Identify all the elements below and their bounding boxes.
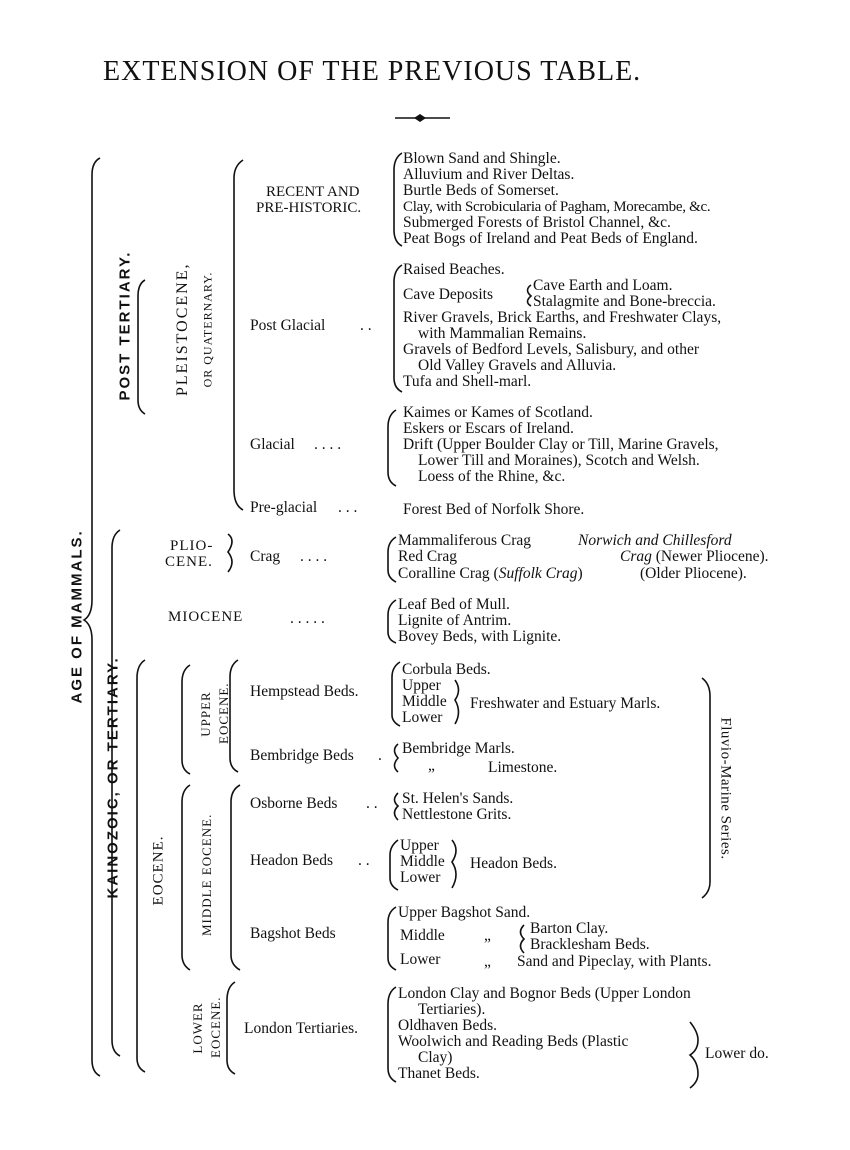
miocene-item: Lignite of Antrim. (398, 612, 512, 629)
corbula: Corbula Beds. (402, 661, 491, 678)
pliocene-label-1: PLIO- (170, 538, 214, 554)
gravels-bedford-2: Old Valley Gravels and Alluvia. (418, 357, 617, 374)
forest-bed: Forest Bed of Norfolk Shore. (403, 501, 585, 518)
kainozoic-label: KAINOZOIC, OR TERTIARY. (104, 656, 122, 899)
glacial-label: Glacial (250, 436, 295, 453)
osborne-brace (395, 793, 399, 820)
recent-item: Blown Sand and Shingle. (403, 150, 561, 167)
recent-item: Submerged Forests of Bristol Channel, &c. (403, 214, 671, 231)
mammaliferous-crag: Mammaliferous Crag (398, 532, 532, 549)
pliocene-label-2: CENE. (165, 554, 213, 570)
glacial-dots: . . . . (314, 436, 342, 453)
bagshot-lower: Lower (400, 951, 441, 968)
middle-eocene-inner-brace (231, 785, 240, 970)
lower-do-brace (690, 1022, 698, 1088)
headon-note: Headon Beds. (470, 855, 557, 872)
recent-item: Alluvium and River Deltas. (403, 166, 575, 183)
barton-brace (521, 925, 525, 953)
osborne-label: Osborne Beds (250, 795, 338, 812)
lower-eocene-brace (227, 982, 235, 1074)
headon-label: Headon Beds (250, 852, 334, 869)
fluvio-marine-label: Fluvio-Marine Series. (717, 717, 734, 860)
miocene-item: Leaf Bed of Mull. (398, 596, 510, 613)
bagshot-brace (388, 907, 396, 970)
river-gravels-2: with Mammalian Remains. (418, 325, 587, 342)
cave-deposits: Cave Deposits (403, 286, 493, 303)
coralline-crag-end: ) (577, 565, 583, 582)
bagshot-upper: Upper Bagshot Sand. (398, 904, 531, 921)
post-glacial-dots: . . (360, 317, 372, 334)
river-gravels-1: River Gravels, Brick Earths, and Freshwater Clays, (403, 309, 722, 326)
cave-brace (528, 285, 532, 306)
recent-item: Burtle Beds of Somerset. (403, 182, 559, 199)
headon-middle: Middle (400, 853, 445, 870)
barton-clay: Barton Clay. (530, 920, 609, 937)
newer-pliocene (620, 549, 769, 565)
upper-eocene-label-1: UPPER (198, 691, 213, 737)
gravels-bedford-1: Gravels of Bedford Levels, Salisbury, and other (403, 341, 699, 358)
hempstead-brace (392, 662, 400, 726)
glacial-item: Loess of the Rhine, &c. (418, 468, 566, 485)
osborne-item: St. Helen's Sands. (402, 790, 514, 807)
pleistocene-label: PLEISTOCENE, (174, 262, 191, 396)
middle-eocene-label: MIDDLE EOCENE. (199, 813, 214, 936)
miocene-item: Bovey Beds, with Lignite. (398, 628, 562, 645)
london-clay-2: Tertiaries). (418, 1001, 486, 1018)
headon-dots: . . (358, 852, 370, 869)
miocene-dots: . . . . . (290, 610, 325, 627)
sand-pipeclay: Sand and Pipeclay, with Plants. (517, 953, 712, 970)
bagshot-middle: Middle (400, 927, 445, 944)
post-glacial-brace (394, 265, 402, 392)
post-tertiary-brace (138, 280, 145, 414)
bagshot-ditto-2: „ (484, 953, 491, 970)
raised-beaches: Raised Beaches. (403, 261, 505, 278)
norwich-note: Norwich and Chillesford (578, 532, 732, 549)
hempstead-lower: Lower (402, 709, 443, 726)
suffolk-crag: Suffolk Crag (498, 565, 578, 582)
lower-do: Lower do. (705, 1045, 769, 1062)
thanet-beds: Thanet Beds. (398, 1065, 480, 1082)
hempstead-label: Hempstead Beds. (250, 683, 359, 700)
middle-eocene-brace (182, 785, 190, 970)
crag-label: Crag (250, 548, 281, 565)
bembridge-label: Bembridge Beds (250, 747, 354, 764)
headon-upper: Upper (400, 837, 439, 854)
bembridge-marls: Bembridge Marls. (402, 740, 515, 757)
pre-glacial-dots: . . . (338, 499, 358, 516)
woolwich-2: Clay) (418, 1049, 453, 1066)
headon-sub-brace (452, 840, 456, 888)
miocene-label: MIOCENE (168, 609, 244, 625)
freshwater-marls: Freshwater and Estuary Marls. (470, 695, 661, 712)
crag-dots: . . . . (300, 548, 328, 565)
recent-label-2: PRE-HISTORIC. (256, 200, 362, 216)
bracklesham-beds: Bracklesham Beds. (530, 936, 650, 953)
bembridge-dot: . (378, 747, 382, 764)
crag-italic: Crag (620, 548, 652, 565)
hempstead-sub-brace (455, 680, 459, 724)
newer-pliocene-text: (Newer Pliocene). (651, 548, 769, 565)
osborne-dots: . . (366, 795, 378, 812)
bagshot-label: Bagshot Beds (250, 925, 336, 942)
london-label: London Tertiaries. (244, 1020, 358, 1037)
bagshot-ditto-1: „ (484, 927, 491, 944)
cave-earth: Cave Earth and Loam. (533, 277, 673, 294)
age-brace (84, 158, 100, 1076)
bembridge-ditto: „ (428, 757, 435, 774)
eocene-label: EOCENE. (150, 835, 167, 906)
oldhaven-beds: Oldhaven Beds. (398, 1017, 498, 1034)
post-glacial-label: Post Glacial (250, 317, 326, 334)
tufa: Tufa and Shell-marl. (403, 373, 532, 390)
upper-eocene-label-2: EOCENE. (216, 682, 231, 744)
coralline-crag (398, 566, 583, 582)
red-crag: Red Crag (398, 548, 457, 565)
recent-label-1: RECENT AND (266, 184, 360, 200)
recent-item: Peat Bogs of Ireland and Peat Beds of England. (403, 230, 698, 247)
recent-brace (394, 153, 402, 246)
lower-eocene-label-2: EOCENE. (208, 996, 223, 1058)
older-pliocene: (Older Pliocene). (640, 565, 747, 582)
upper-eocene-brace (182, 665, 190, 774)
crag-brace (388, 537, 396, 582)
fluvio-brace (702, 678, 710, 898)
glacial-item: Lower Till and Moraines), Scotch and Welsh. (418, 452, 700, 469)
bembridge-brace (395, 744, 399, 772)
stalagmite: Stalagmite and Bone-breccia. (533, 293, 716, 310)
headon-lower: Lower (400, 869, 441, 886)
pre-glacial-label: Pre-glacial (250, 499, 318, 516)
post-tertiary-label: POST TERTIARY. (116, 250, 134, 401)
london-clay-1: London Clay and Bognor Beds (Upper London (398, 985, 691, 1002)
lower-eocene-label-1: LOWER (190, 1002, 205, 1054)
headon-brace (390, 840, 398, 890)
bembridge-limestone: Limestone. (488, 759, 558, 776)
glacial-brace (388, 410, 396, 486)
london-brace (388, 987, 396, 1082)
age-of-mammals-label: AGE OF MAMMALS. (68, 529, 86, 704)
hempstead-middle: Middle (402, 693, 447, 710)
title-ornament-diamond (414, 114, 426, 122)
hempstead-upper: Upper (402, 677, 441, 694)
quaternary-label: OR QUATERNARY. (200, 271, 215, 388)
coralline-crag-text: Coralline Crag ( (398, 565, 499, 582)
pleistocene-brace (234, 160, 243, 510)
recent-item: Clay, with Scrobicularia of Pagham, Morecambe, &c. (403, 199, 711, 215)
woolwich-1: Woolwich and Reading Beds (Plastic (398, 1033, 629, 1050)
page-title: EXTENSION OF THE PREVIOUS TABLE. (103, 56, 642, 87)
glacial-item: Eskers or Escars of Ireland. (403, 420, 574, 437)
miocene-brace (388, 600, 396, 643)
eocene-brace (137, 660, 145, 1072)
glacial-item: Kaimes or Kames of Scotland. (403, 404, 593, 421)
osborne-item: Nettlestone Grits. (402, 806, 512, 823)
glacial-item: Drift (Upper Boulder Clay or Till, Marine Gravels, (403, 436, 719, 453)
pliocene-brace (228, 534, 232, 572)
